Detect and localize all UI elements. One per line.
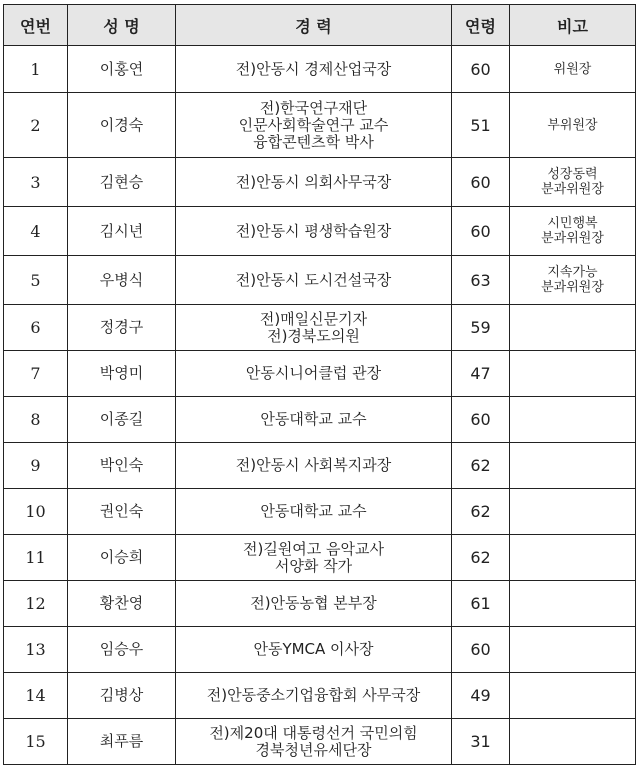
cell-age: 60 (452, 627, 510, 673)
note-line: 시민행복 (547, 216, 598, 231)
cell-no: 8 (4, 397, 68, 443)
note-line: 분과위원장 (541, 231, 604, 246)
cell-career (176, 443, 452, 489)
cell-no: 13 (4, 627, 68, 673)
table-row (4, 256, 636, 305)
table-row (4, 46, 636, 93)
table-row (4, 535, 636, 581)
career-line: 인문사회학술연구 교수 (238, 115, 389, 134)
career-line: 안동시니어클럽 관장 (245, 364, 382, 382)
table-row (4, 305, 636, 351)
cell-note (510, 489, 636, 535)
career-line: 전)매일신문기자 (259, 309, 368, 328)
cell-name: 황찬영 (68, 581, 176, 627)
cell-name: 박인숙 (68, 443, 176, 489)
note-line: 분과위원장 (541, 280, 604, 295)
note-line: 부위원장 (547, 117, 598, 133)
cell-name: 임승우 (68, 627, 176, 673)
cell-career (176, 535, 452, 581)
cell-note (510, 93, 636, 158)
career-line: 안동대학교 교수 (260, 502, 367, 520)
table-row (4, 397, 636, 443)
cell-no: 9 (4, 443, 68, 489)
cell-name: 최푸름 (68, 719, 176, 765)
career-line: 전)길원여고 음악교사 (242, 539, 385, 558)
table-row (4, 207, 636, 256)
cell-note (510, 158, 636, 207)
career-line: 전)한국연구재단 (259, 98, 368, 117)
cell-no: 6 (4, 305, 68, 351)
cell-no: 7 (4, 351, 68, 397)
cell-age: 60 (452, 397, 510, 443)
cell-note (510, 535, 636, 581)
cell-no: 11 (4, 535, 68, 581)
cell-career (176, 256, 452, 305)
cell-name: 이경숙 (68, 93, 176, 158)
cell-age: 62 (452, 489, 510, 535)
cell-note (510, 719, 636, 765)
cell-career (176, 305, 452, 351)
career-line: 전)안동시 사회복지과장 (235, 456, 392, 474)
table-row (4, 158, 636, 207)
cell-name: 이홍연 (68, 46, 176, 93)
cell-age: 60 (452, 207, 510, 256)
header-career: 경 력 (176, 5, 452, 46)
career-line: 전)안동중소기업융합회 사무국장 (206, 686, 421, 704)
cell-no: 2 (4, 93, 68, 158)
cell-age: 62 (452, 535, 510, 581)
cell-name: 이종길 (68, 397, 176, 443)
career-line: 전)안동시 도시건설국장 (235, 270, 392, 289)
cell-career (176, 46, 452, 93)
cell-name: 박영미 (68, 351, 176, 397)
cell-note (510, 581, 636, 627)
cell-age: 60 (452, 158, 510, 207)
career-line: 전)제20대 대통령선거 국민의힘 (209, 723, 418, 742)
table-header-row (4, 5, 636, 46)
cell-career (176, 719, 452, 765)
cell-career (176, 158, 452, 207)
cell-note (510, 305, 636, 351)
career-line: 융합콘텐츠학 박사 (253, 132, 374, 151)
cell-note (510, 46, 636, 93)
cell-no: 4 (4, 207, 68, 256)
table-row (4, 673, 636, 719)
note-line: 지속가능 (547, 265, 598, 280)
header-note: 비고 (510, 5, 636, 46)
cell-age: 61 (452, 581, 510, 627)
cell-career (176, 627, 452, 673)
career-line: 전)안동시 평생학습원장 (235, 221, 392, 240)
header-age: 연령 (452, 5, 510, 46)
cell-name: 김현승 (68, 158, 176, 207)
cell-age: 51 (452, 93, 510, 158)
cell-note (510, 443, 636, 489)
cell-age: 59 (452, 305, 510, 351)
cell-no: 12 (4, 581, 68, 627)
cell-career (176, 673, 452, 719)
table-row (4, 581, 636, 627)
cell-no: 10 (4, 489, 68, 535)
cell-note (510, 673, 636, 719)
cell-name: 이승희 (68, 535, 176, 581)
cell-career (176, 489, 452, 535)
cell-note (510, 207, 636, 256)
table-row (4, 351, 636, 397)
note-line: 분과위원장 (541, 182, 604, 197)
cell-no: 1 (4, 46, 68, 93)
cell-name: 정경구 (68, 305, 176, 351)
committee-members-table (3, 4, 636, 765)
cell-name: 김시년 (68, 207, 176, 256)
table-row (4, 93, 636, 158)
career-line: 경북청년유세단장 (255, 740, 372, 759)
career-line: 서양화 작가 (274, 556, 353, 575)
table-row (4, 489, 636, 535)
cell-career (176, 581, 452, 627)
cell-no: 3 (4, 158, 68, 207)
cell-name: 김병상 (68, 673, 176, 719)
cell-career (176, 207, 452, 256)
career-line: 안동YMCA 이사장 (253, 640, 374, 658)
header-name: 성 명 (68, 5, 176, 46)
career-line: 전)안동시 의회사무국장 (235, 172, 392, 191)
cell-age: 47 (452, 351, 510, 397)
cell-note (510, 397, 636, 443)
cell-no: 14 (4, 673, 68, 719)
cell-age: 60 (452, 46, 510, 93)
career-line: 전)경북도의원 (267, 326, 360, 345)
cell-no: 15 (4, 719, 68, 765)
career-line: 전)안동농협 본부장 (250, 594, 377, 612)
cell-age: 63 (452, 256, 510, 305)
career-line: 전)안동시 경제산업국장 (235, 59, 392, 78)
cell-age: 31 (452, 719, 510, 765)
career-line: 안동대학교 교수 (260, 410, 367, 428)
cell-note (510, 627, 636, 673)
cell-note (510, 256, 636, 305)
cell-career (176, 397, 452, 443)
note-line: 위원장 (553, 61, 592, 77)
cell-career (176, 351, 452, 397)
table-row (4, 627, 636, 673)
table-row (4, 443, 636, 489)
cell-note (510, 351, 636, 397)
cell-career (176, 93, 452, 158)
cell-name: 권인숙 (68, 489, 176, 535)
cell-name: 우병식 (68, 256, 176, 305)
table-body (4, 46, 636, 765)
cell-age: 49 (452, 673, 510, 719)
header-no: 연번 (4, 5, 68, 46)
note-line: 성장동력 (547, 167, 598, 182)
table-row (4, 719, 636, 765)
cell-no: 5 (4, 256, 68, 305)
cell-age: 62 (452, 443, 510, 489)
